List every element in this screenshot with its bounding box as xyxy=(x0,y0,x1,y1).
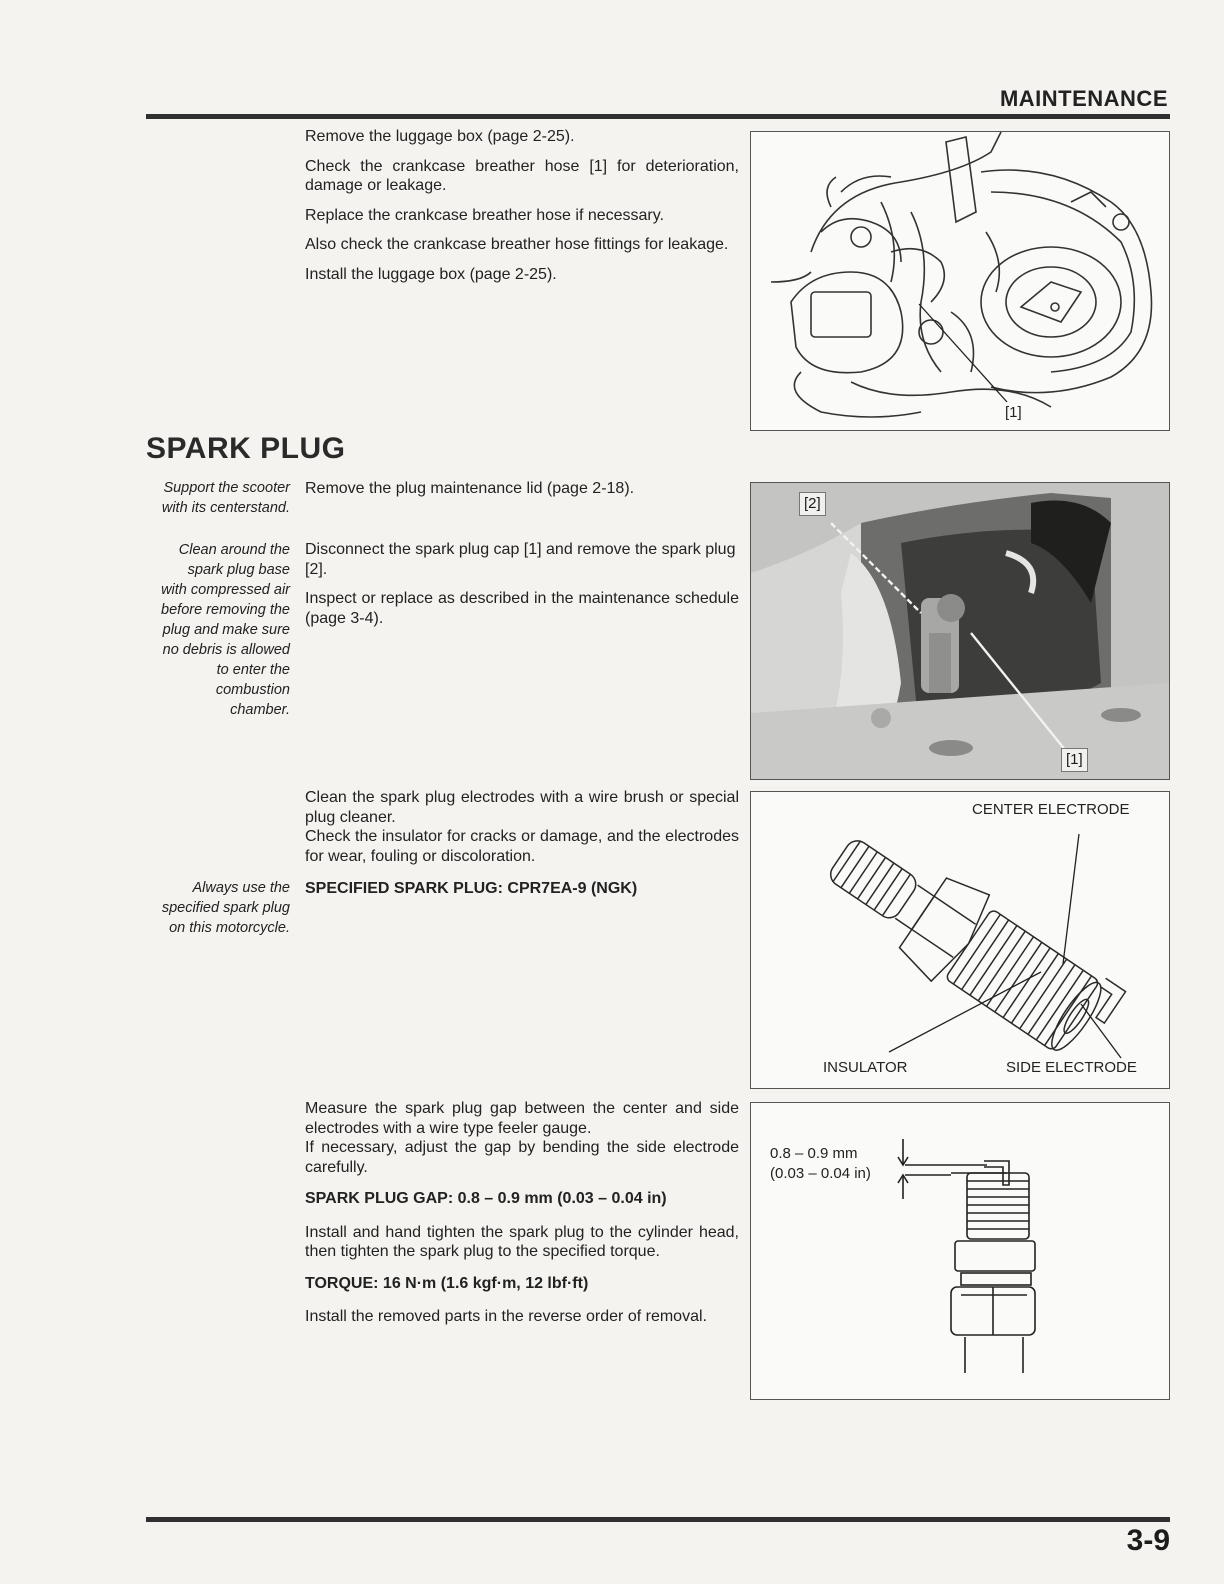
footer-rule xyxy=(146,1517,1170,1522)
note-line: specified spark plug xyxy=(161,900,290,916)
plug-step-7: Install the removed parts in the reverse order of removal. xyxy=(305,1308,707,1325)
page-number: 3-9 xyxy=(1126,1524,1170,1557)
plug-step-gap xyxy=(305,1099,739,1327)
label-center-electrode: CENTER ELECTRODE xyxy=(972,801,1130,818)
plug-step-4a: Clean the spark plug electrodes with a wire brush or special plug cleaner. xyxy=(305,789,739,826)
engine-drawing xyxy=(751,132,1169,430)
engine-callout-line xyxy=(919,304,1007,402)
engine-label-1: [1] xyxy=(1005,404,1022,421)
gap-value-mm: 0.8 – 0.9 mm xyxy=(770,1145,858,1162)
note-line: to enter the xyxy=(216,662,290,678)
label-insulator: INSULATOR xyxy=(823,1059,908,1076)
margin-note-specified xyxy=(140,878,290,938)
plug-photo-drawing xyxy=(751,483,1169,779)
note-line: with compressed air xyxy=(161,582,290,598)
note-line: before removing the xyxy=(161,602,290,618)
note-line: Always use the xyxy=(192,880,290,896)
plug-steps-remove xyxy=(305,540,739,628)
spec-spark-plug: SPECIFIED SPARK PLUG: CPR7EA-9 (NGK) xyxy=(305,880,638,897)
plug-step-6: Install and hand tighten the spark plug to the cylinder head, then tighten the spark plug to the specified torque. xyxy=(305,1223,739,1260)
note-line: Support the scooter xyxy=(163,480,290,496)
label-side-electrode: SIDE ELECTRODE xyxy=(1006,1059,1137,1076)
plug-step-4b: Check the insulator for cracks or damage, and the electrodes for wear, fouling or discoloration. xyxy=(305,828,739,865)
photo-label-2: [2] xyxy=(799,492,826,516)
plug-step-5a: Measure the spark plug gap between the center and side electrodes with a wire type feeler gauge. xyxy=(305,1100,739,1137)
plug-photo-figure xyxy=(750,482,1170,780)
electrode-drawing xyxy=(751,792,1169,1088)
plug-step-3: Inspect or replace as described in the maintenance schedule (page 3-4). xyxy=(305,590,739,627)
gap-value-in: (0.03 – 0.04 in) xyxy=(770,1165,871,1182)
note-line: with its centerstand. xyxy=(161,500,290,516)
plug-step-1: Remove the plug maintenance lid (page 2-18). xyxy=(305,480,635,497)
margin-note-centerstand xyxy=(140,478,290,518)
engine-figure xyxy=(750,131,1170,431)
breather-step-5: Install the luggage box (page 2-25). xyxy=(305,265,557,283)
breather-text xyxy=(305,127,739,284)
note-line: plug and make sure xyxy=(162,622,290,638)
section-header: MAINTENANCE xyxy=(999,86,1168,111)
breather-step-4: Also check the crankcase breather hose fittings for leakage. xyxy=(305,236,729,253)
electrode-figure xyxy=(750,791,1170,1089)
note-line: Clean around the xyxy=(178,542,290,558)
gap-figure xyxy=(750,1102,1170,1400)
plug-step-2: Disconnect the spark plug cap [1] and remove the spark plug [2]. xyxy=(305,541,736,578)
header-rule xyxy=(146,114,1170,119)
note-line: chamber. xyxy=(230,702,290,718)
note-line: combustion xyxy=(215,682,290,698)
center-electrode-pointer xyxy=(1063,834,1079,964)
note-line: no debris is allowed xyxy=(162,642,290,658)
breather-step-3: Replace the crankcase breather hose if necessary. xyxy=(305,206,665,224)
note-line: spark plug base xyxy=(187,562,290,578)
note-line: on this motorcycle. xyxy=(169,920,290,936)
plug-step-5b: If necessary, adjust the gap by bending the side electrode carefully. xyxy=(305,1139,739,1176)
margin-note-clean xyxy=(140,540,290,720)
breather-step-2: Check the crankcase breather hose [1] for deterioration, damage or leakage. xyxy=(305,157,739,194)
spec-gap: SPARK PLUG GAP: 0.8 – 0.9 mm (0.03 – 0.04 in) xyxy=(305,1190,667,1207)
photo-label-1: [1] xyxy=(1061,748,1088,772)
plug-step-lid xyxy=(305,479,739,499)
spark-plug-title: SPARK PLUG xyxy=(146,432,346,465)
spec-torque: TORQUE: 16 N·m (1.6 kgf·m, 12 lbf·ft) xyxy=(305,1274,589,1292)
plug-step-clean xyxy=(305,788,739,866)
breather-step-1: Remove the luggage box (page 2-25). xyxy=(305,128,575,145)
side-electrode-pointer xyxy=(1081,1004,1121,1058)
